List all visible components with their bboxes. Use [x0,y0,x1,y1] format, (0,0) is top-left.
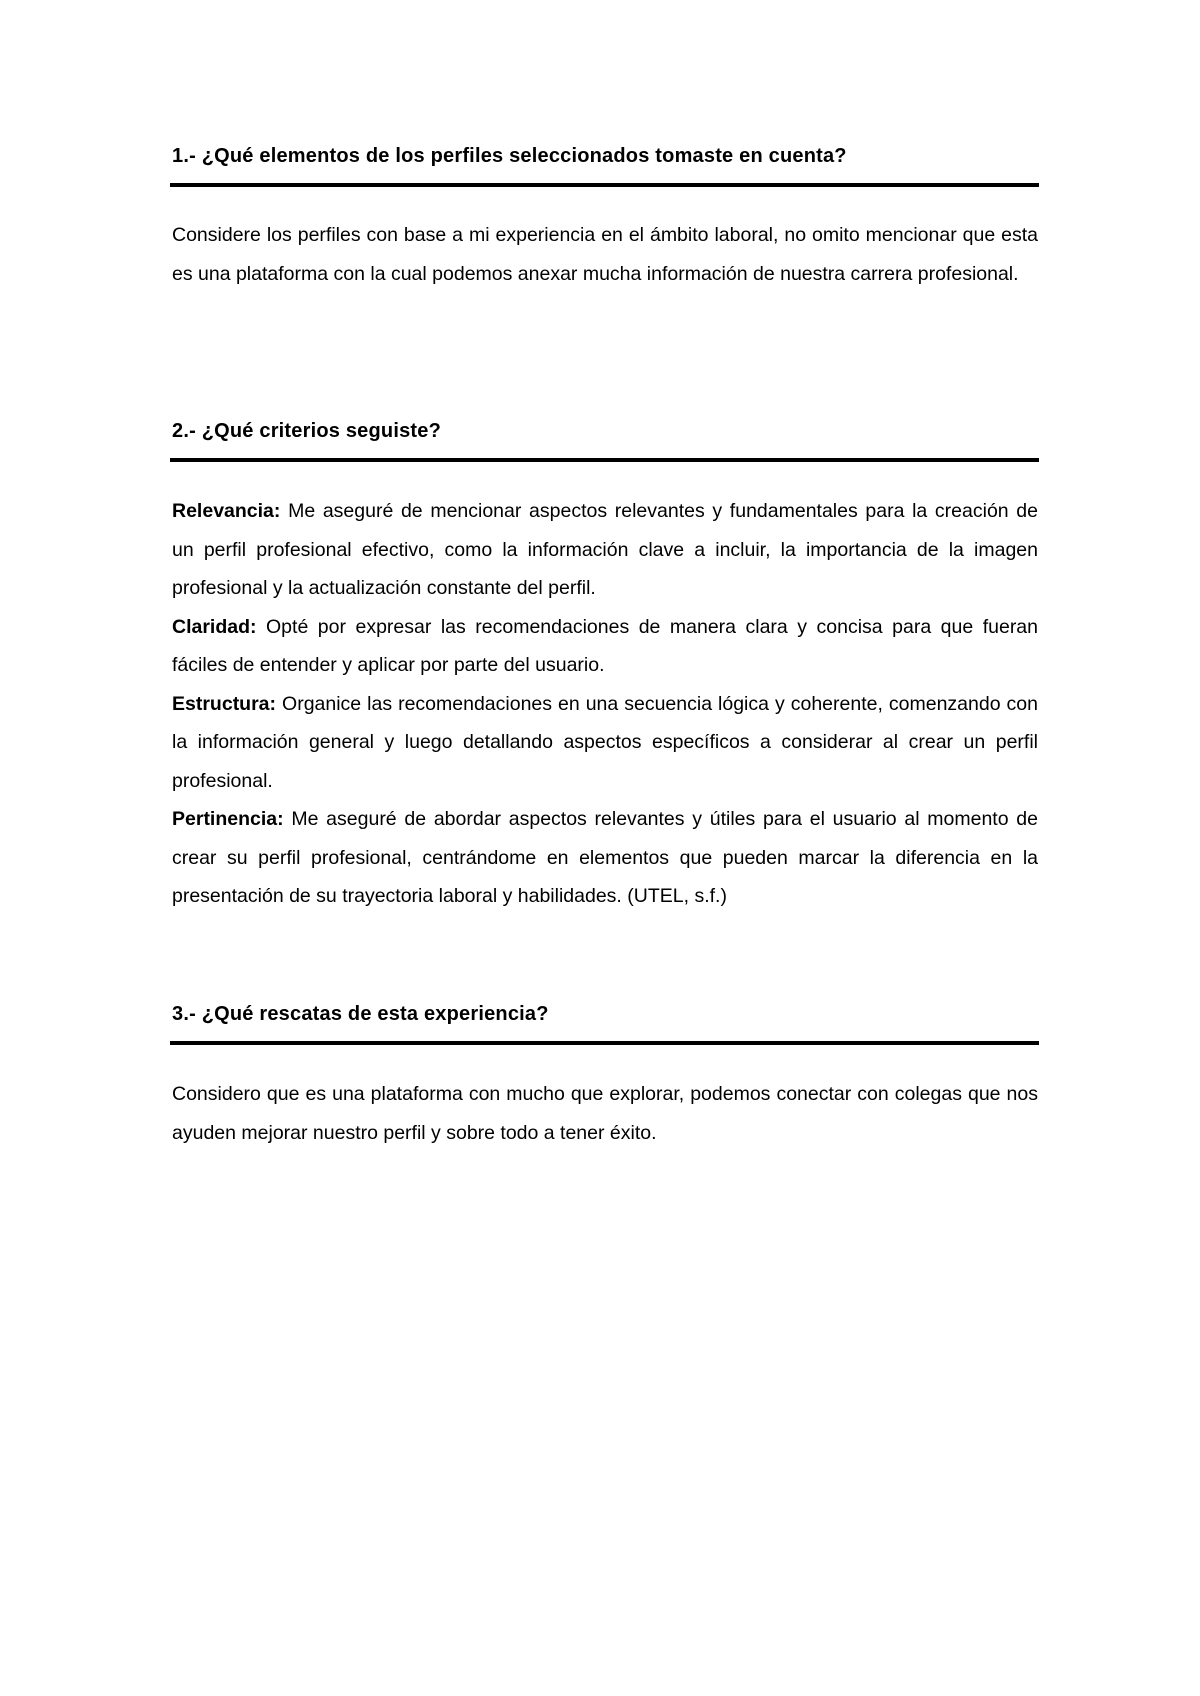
criterion-claridad [172,608,1038,685]
section-1-title: 1.- ¿Qué elementos de los perfiles seleccionados tomaste en cuenta? [172,145,847,167]
criterion-text: Opté por expresar las recomendaciones de manera clara y concisa para que fueran fáciles de entender y aplicar por parte del usuario. [172,615,1038,676]
criterion-term: Pertinencia: [172,808,284,830]
criteria-list [172,492,1038,916]
section-2 [172,418,1038,916]
section-2-title: 2.- ¿Qué criterios seguiste? [172,420,442,442]
section-1 [172,143,1038,293]
section-1-paragraph: Considere los perfiles con base a mi experiencia en el ámbito laboral, no omito mencionar que esta es una plataforma con la cual podemos anexar mucha información de nuestra carrera profesional. [172,224,1038,285]
section-3-paragraph: Considero que es una plataforma con mucho que explorar, podemos conectar con colegas que nos ayuden mejorar nuestro perfil y sobre todo a tener éxito. [172,1083,1038,1144]
criterion-estructura [172,685,1038,801]
criterion-relevancia [172,492,1038,608]
section-1-divider [170,183,1039,187]
criterion-term: Claridad: [172,615,257,638]
section-3-title: 3.- ¿Qué rescatas de esta experiencia? [172,1003,549,1025]
criterion-text: Me aseguré de mencionar aspectos relevantes y fundamentales para la creación de un perfil profesional efectivo, como la información clave a incluir, la importancia de la imagen profesional y la actualización constante del perfil. [172,500,1038,599]
criterion-text: Organice las recomendaciones en una secuencia lógica y coherente, comenzando con la información general y luego detallando aspectos específicos a considerar al crear un perfil profesional. [172,692,1038,792]
section-3-divider [170,1041,1039,1045]
criterion-term: Estructura: [172,692,277,715]
criterion-text: Me aseguré de abordar aspectos relevantes y útiles para el usuario al momento de crear su perfil profesional, centrándome en elementos que pueden marcar la diferencia en la presentación de su trayectoria laboral y habilidades. (UTEL, s.f.) [172,808,1038,907]
criterion-pertinencia [172,800,1038,916]
section-2-divider [170,458,1039,462]
criterion-term: Relevancia: [172,500,281,522]
section-3 [172,1001,1038,1152]
